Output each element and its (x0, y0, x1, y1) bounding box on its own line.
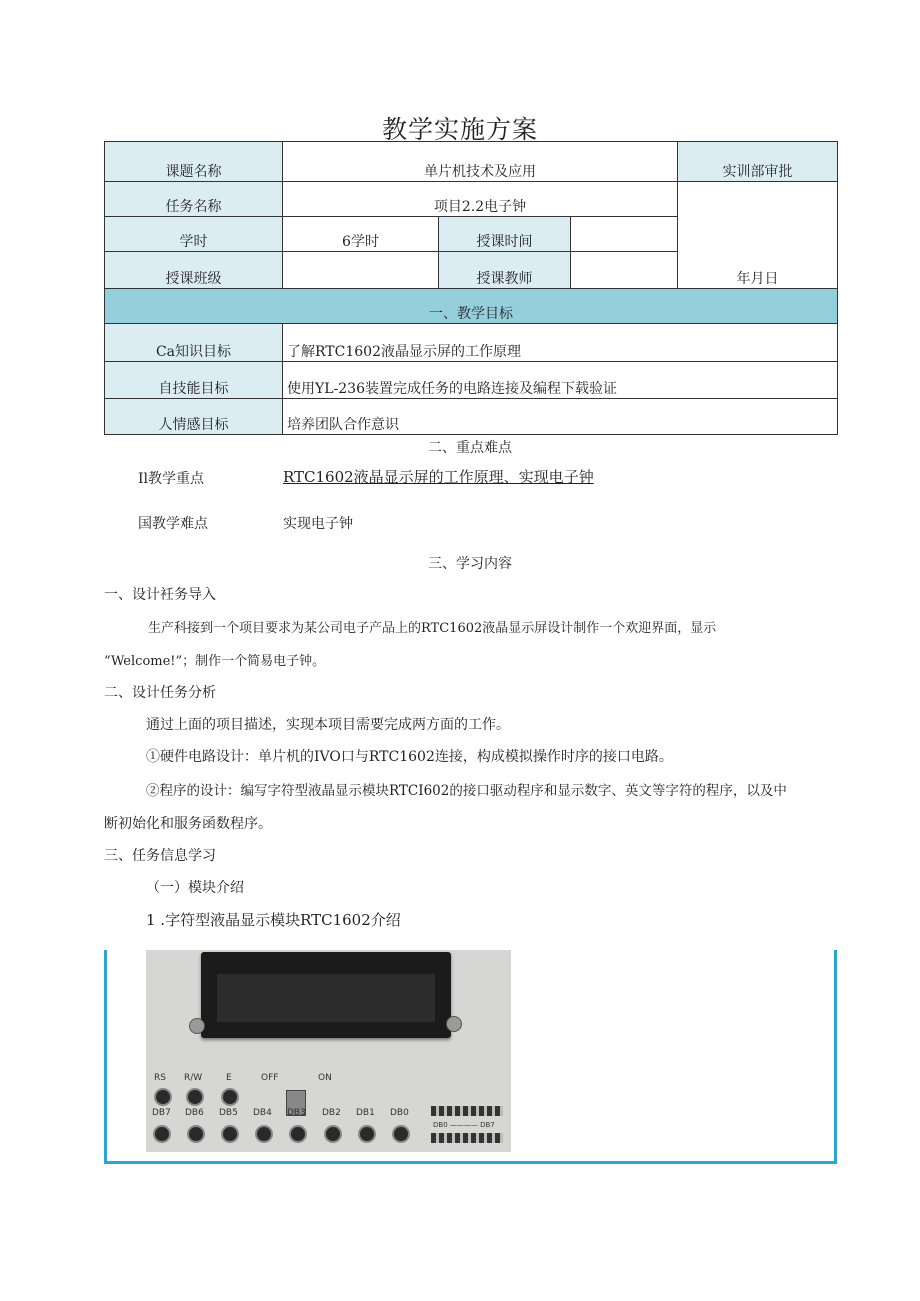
jack-icon (255, 1125, 273, 1143)
pin-label-db5: DB5 (219, 1108, 238, 1118)
course-name-value: 单片机技术及应用 (283, 142, 678, 182)
heading-task-analysis: 二、设计任务分析 (104, 685, 216, 701)
teacher-value (571, 252, 678, 289)
skill-goal-value: 使用YL-236装置完成任务的电路连接及编程下载验证 (283, 362, 838, 399)
pin-label-rs: RS (154, 1073, 166, 1083)
heading-module-intro: （一）模块介绍 (146, 880, 244, 896)
task-name-value: 项目2.2电子钟 (283, 182, 678, 217)
switch-label-on: ON (318, 1073, 332, 1083)
lcd-module-photo (146, 950, 511, 1152)
jack-icon (221, 1088, 239, 1106)
heading-task-intro: 一、设计衽务导入 (104, 587, 216, 603)
pin-label-db3: DB3 (287, 1108, 306, 1118)
knowledge-goal-label: Ca知识目标 (105, 324, 283, 362)
pin-label-db6: DB6 (185, 1108, 204, 1118)
pin-header-icon (431, 1106, 503, 1116)
jack-icon (153, 1125, 171, 1143)
skill-goal-label: 自技能目标 (105, 362, 283, 399)
lcd-screen (201, 952, 451, 1038)
jack-icon (187, 1125, 205, 1143)
pin-label-db4: DB4 (253, 1108, 272, 1118)
jack-icon (154, 1088, 172, 1106)
plan-table (104, 141, 838, 435)
class-time-label: 授课时间 (439, 217, 571, 252)
task-name-label: 任务名称 (105, 182, 283, 217)
hours-label: 学时 (105, 217, 283, 252)
pin-label-e: E (226, 1073, 232, 1083)
screw-icon (446, 1016, 462, 1032)
pin-label-db0: DB0 (390, 1108, 409, 1118)
hours-value: 6学时 (283, 217, 439, 252)
pin-label-rw: R/W (184, 1073, 203, 1083)
paragraph-analysis: 通过上面的项目描述，实现本项目需要完成两方面的工作。 (146, 717, 510, 733)
jack-icon (392, 1125, 410, 1143)
emotion-goal-value: 培养团队合作意识 (283, 399, 838, 435)
key-point-label: Il教学重点 (138, 471, 205, 487)
pin-header-icon (431, 1133, 503, 1143)
approval-date: 年月日 (678, 182, 838, 289)
section-teaching-goals: 一、教学目标 (105, 289, 838, 324)
jack-icon (358, 1125, 376, 1143)
paragraph-intro-1: 生产科接到一个项目要求为某公司电子产品上的RTC1602液晶显示屏设计制作一个欢迎界面，显示 (148, 621, 717, 636)
paragraph-hardware: ①硬件电路设计：单片机的IVO口与RTC1602连接，构成模拟操作时序的接口电路。 (146, 749, 673, 765)
key-point-value: RTC1602液晶显示屏的工作原理、实现电子钟 (283, 468, 594, 486)
jack-icon (289, 1125, 307, 1143)
paragraph-software-2: 断初始化和服务函数程序。 (104, 816, 272, 832)
section-key-points: 二、重点难点 (428, 440, 512, 456)
pin-label-db1: DB1 (356, 1108, 375, 1118)
class-group-value (283, 252, 439, 289)
difficulty-label: 国教学难点 (138, 516, 208, 532)
document-title: 教学实施方案 (381, 115, 538, 144)
pin-label-db2: DB2 (322, 1108, 341, 1118)
jack-icon (186, 1088, 204, 1106)
teacher-label: 授课教师 (439, 252, 571, 289)
heading-info-study: 三、任务信息学习 (104, 848, 216, 864)
difficulty-value: 实现电子钟 (283, 516, 353, 532)
approval-label: 实训部审批 (678, 142, 838, 182)
jack-icon (324, 1125, 342, 1143)
course-name-label: 课题名称 (105, 142, 283, 182)
class-time-value (571, 217, 678, 252)
paragraph-software-1: ②程序的设计：编写字符型液晶显示模块RTCI602的接口驱动程序和显示数字、英文等字符的程序，以及中 (146, 783, 787, 799)
header-label: DB0 ———— DB7 (433, 1121, 495, 1129)
screw-icon (189, 1018, 205, 1034)
pin-label-db7: DB7 (152, 1108, 171, 1118)
emotion-goal-label: 人情感目标 (105, 399, 283, 435)
jack-icon (221, 1125, 239, 1143)
switch-label-off: OFF (261, 1073, 279, 1083)
class-group-label: 授课班级 (105, 252, 283, 289)
knowledge-goal-value: 了解RTC1602液晶显示屏的工作原理 (283, 324, 838, 362)
paragraph-intro-2: “Welcome!”；制作一个简易电子钟。 (104, 654, 326, 669)
section-learning-content: 三、学习内容 (428, 556, 512, 572)
heading-rtc1602-intro: 1 .字符型液晶显示模块RTC1602介绍 (146, 911, 401, 929)
